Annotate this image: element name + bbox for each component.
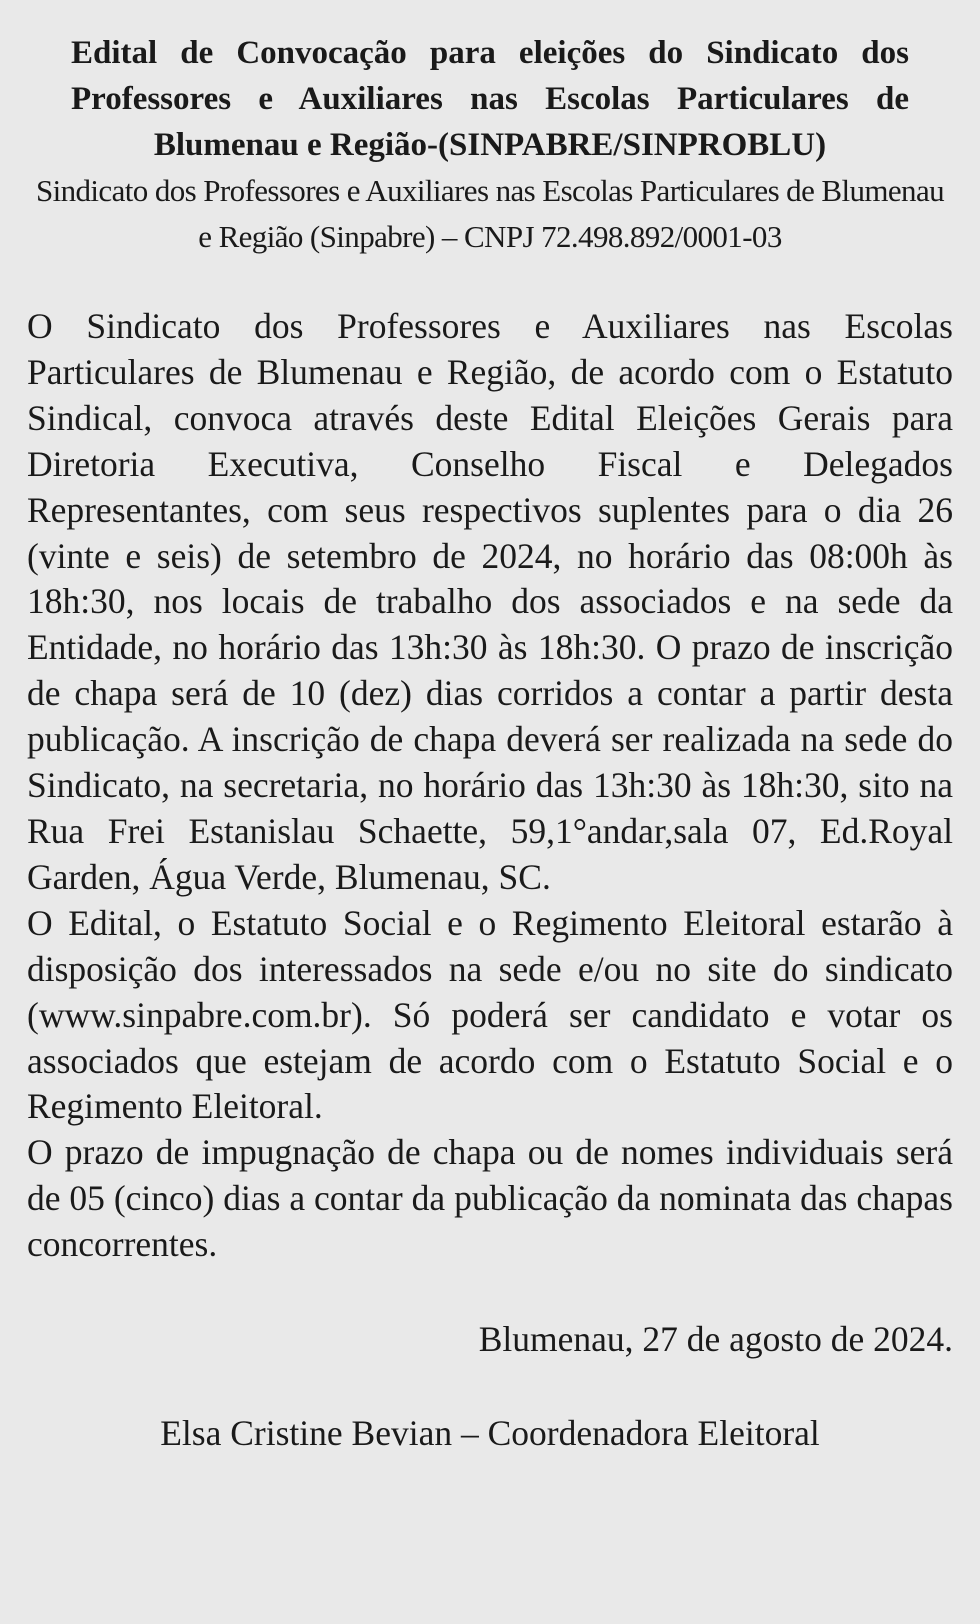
notice-signature: Elsa Cristine Bevian – Coordenadora Eleitoral <box>160 1413 820 1454</box>
body-paragraph-1: O Sindicato dos Professores e Auxiliares nas Escolas Particulares de Blumenau e Região, de acordo com o Estatuto Sindical, convoca através deste Edital Eleições Gerais para Diretoria Executiva, Conselho Fiscal e Delegados Representantes, com seus respectivos suplentes para o dia 26 (vinte e seis) de setembro de 2024, no horário das 08:00h às 18h:30, nos locais de trabalho dos associados e na sede da Entidade, no horário das 13h:30 às 18h:30. O prazo de inscrição de chapa será de 10 (dez) dias corridos a contar a partir desta publicação. A inscrição de chapa deverá ser realizada na sede do Sindicato, na secretaria, no horário das 13h:30 às 18h:30, sito na Rua Frei Estanislau Schaette, 59,1°andar,sala 07, Ed.Royal Garden, Água Verde, Blumenau, SC. <box>27 306 953 897</box>
notice-title: Edital de Convocação para eleições do Sindicato dos Professores e Auxiliares nas Escolas Particulares de Blumenau e Região-(SINPABRE/SINPROBLU) <box>71 35 909 163</box>
body-paragraph-2: O Edital, o Estatuto Social e o Regimento Eleitoral estarão à disposição dos interessados na sede e/ou no site do sindicato (www.sinpabre.com.br). Só poderá ser candidato e votar os associados que estejam de acordo com o Estatuto Social e o Regimento Eleitoral. <box>27 902 953 1127</box>
body-paragraph-3: O prazo de impugnação de chapa ou de nomes individuais será de 05 (cinco) dias a contar da publicação da nominata das chapas concorrentes. <box>27 1132 953 1265</box>
notice-date: Blumenau, 27 de agosto de 2024. <box>478 1319 953 1360</box>
notice-body <box>27 304 953 1268</box>
notice-subtitle: Sindicato dos Professores e Auxiliares nas Escolas Particulares de Blumenau e Região (Sinpabre) – CNPJ 72.498.892/0001-03 <box>35 173 945 254</box>
notice-document <box>27 30 953 1456</box>
